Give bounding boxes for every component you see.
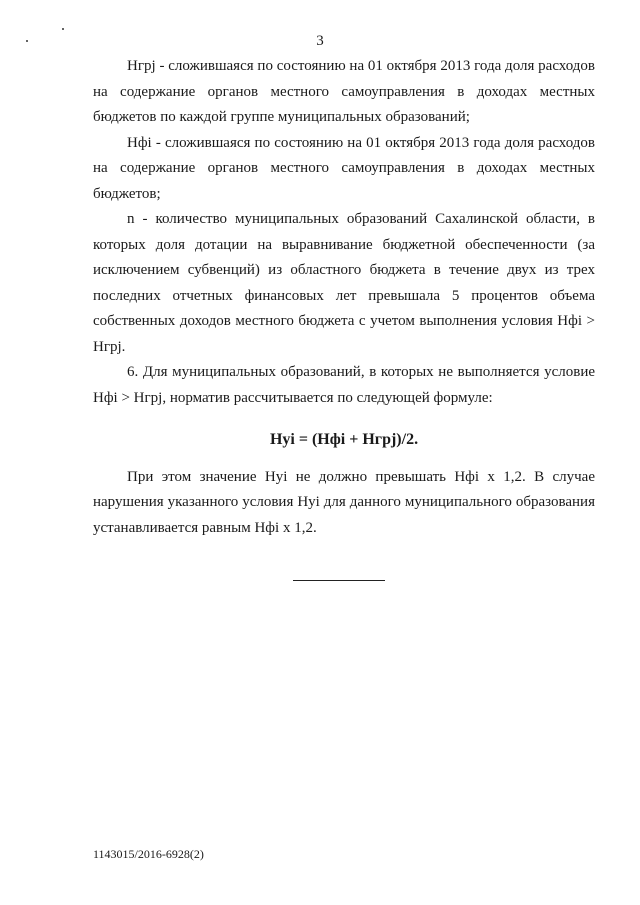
definition-n: n - количество муниципальных образований Сахалинской области, в которых доля дотации на выравнивание бюджетной обеспеченности (за исключением субвенций) из областного бюджета в течение двух из трех последних отчетных финансовых лет превышала 5 процентов объема собственных доходов местного бюджета с учетом выполнения условия Нфi > Нгрj.: [93, 211, 595, 355]
document-body: [93, 54, 595, 541]
page-number: 3: [316, 33, 324, 49]
definition-nfi: Нфi - сложившаяся по состоянию на 01 октября 2013 года доля расходов на содержание органов местного самоуправления в доходах местных бюджетов;: [93, 134, 595, 202]
closing-paragraph: При этом значение Нуi не должно превышать Нфi х 1,2. В случае нарушения указанного условия Нуi для данного муниципального образования устанавливается равным Нфi х 1,2.: [93, 468, 595, 536]
definition-ngrj: Нгрj - сложившаяся по состоянию на 01 октября 2013 года доля расходов на содержание органов местного самоуправления в доходах местных бюджетов по каждой группе муниципальных образований;: [93, 58, 595, 125]
document-code: 1143015/2016-6928(2): [93, 847, 204, 861]
scan-speck: [62, 28, 64, 30]
end-divider: [293, 580, 385, 581]
formula: Нуi = (Нфi + Нгрj)/2.: [269, 431, 419, 448]
clause-6: 6. Для муниципальных образований, в которых не выполняется условие Нфi > Нгрj, норматив рассчитывается по следующей формуле:: [93, 364, 595, 406]
